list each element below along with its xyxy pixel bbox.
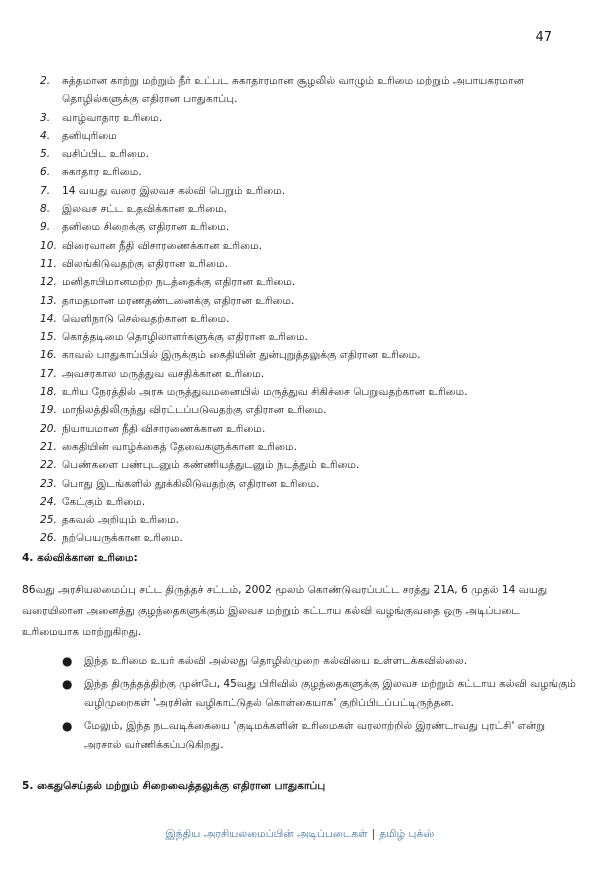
list-item — [40, 182, 565, 200]
page-number: 47 — [535, 30, 552, 45]
list-item — [40, 237, 565, 255]
list-item — [40, 365, 565, 383]
list-item — [40, 310, 565, 328]
list-item-text: தனியுரிமை — [62, 129, 117, 142]
bullet-list — [56, 652, 576, 759]
footer-separator: | — [371, 828, 376, 840]
section-heading-protection-against-arrest: 5. கைதுசெய்தல் மற்றும் சிறைவைத்தலுக்கு எதிரான பாதுகாப்பு — [22, 780, 326, 792]
list-item-text: 14 வயது வரை இலவச கல்வி பெறும் உரிமை. — [62, 184, 286, 197]
list-item — [40, 420, 565, 438]
list-item-text: மாநிலத்திலிருந்து விரட்டப்படுவதற்கு எதிரான உரிமை. — [62, 404, 327, 417]
list-item-text: சுத்தமான காற்று மற்றும் நீர் உட்பட சுகாதாரமான சூழலில் வாழும் உரிமை மற்றும் அபாயகரமான தொழில்களுக்கு எதிரான பாதுகாப்பு. — [62, 75, 524, 106]
list-item-number: 2. — [40, 75, 51, 87]
list-item-number: 14. — [40, 312, 57, 325]
bullet-text: இந்த திருத்தத்திற்கு முன்பே, 45வது பிரிவில் குழந்தைகளுக்கு இலவச மற்றும் கட்டாய கல்வி வழங்கும் வழிமுறைகள் 'அரசின் வழிகாட்டுதல் கொள்கையாக' குறிப்பிடப்பட்டிருந்தன. — [84, 678, 576, 709]
list-item-number: 3. — [40, 111, 51, 124]
list-item-number: 24. — [40, 495, 57, 508]
list-item — [40, 438, 565, 456]
list-item-number: 18. — [40, 386, 57, 399]
list-item-text: விரைவான நீதி விசாரணைக்கான உரிமை. — [62, 239, 263, 252]
bullet-item — [56, 717, 576, 755]
bullet-text: இந்த உரிமை உயர் கல்வி அல்லது தொழில்முறை கல்வியை உள்ளடக்கவில்லை. — [84, 655, 468, 667]
list-item-text: உரிய நேரத்தில் அரசு மருத்துவமனையில் மருத்துவ சிகிச்சை பெறுவதற்கான உரிமை. — [62, 386, 468, 399]
page-footer — [0, 828, 600, 841]
footer-publisher: தமிழ் புக்ஸ் — [379, 828, 435, 840]
list-item-text: வாழ்வாதார உரிமை. — [62, 111, 163, 124]
list-item-text: நியாயமான நீதி விசாரணைக்கான உரிமை. — [62, 422, 266, 435]
list-item — [40, 493, 565, 511]
list-item-number: 17. — [40, 367, 57, 380]
list-item-text: தனிமை சிறைக்கு எதிரான உரிமை. — [62, 221, 230, 234]
list-item-text: கொத்தடிமை தொழிலாளர்களுக்கு எதிரான உரிமை. — [62, 331, 308, 344]
list-item-number: 25. — [40, 514, 57, 527]
bullet-dot-icon: ● — [62, 719, 73, 733]
bullet-dot-icon: ● — [62, 654, 73, 668]
list-item-number: 10. — [40, 239, 57, 252]
list-item-number: 15. — [40, 331, 57, 344]
list-item-number: 12. — [40, 276, 57, 289]
list-item-number: 11. — [40, 257, 57, 270]
list-item — [40, 273, 565, 291]
section-heading-right-to-education: 4. கல்விக்கான உரிமை: — [22, 552, 138, 564]
list-item-number: 16. — [40, 349, 57, 362]
list-item-text: பெண்களை பண்புடனும் கண்ணியத்துடனும் நடத்தும் உரிமை. — [62, 459, 360, 472]
list-item-number: 9. — [40, 221, 51, 234]
list-item — [40, 475, 565, 493]
list-item-text: தகவல் அறியும் உரிமை. — [62, 514, 179, 527]
bullet-dot-icon: ● — [62, 677, 73, 691]
list-item-text: அவசரகால மருத்துவ வசதிக்கான உரிமை. — [62, 367, 265, 380]
list-item-text: நற்பெயருக்கான உரிமை. — [62, 532, 183, 545]
bullet-item — [56, 675, 576, 713]
list-item — [40, 163, 565, 181]
list-item-number: 20. — [40, 422, 57, 435]
list-item — [40, 145, 565, 163]
list-item — [40, 456, 565, 474]
list-item-number: 22. — [40, 459, 57, 472]
list-item — [40, 127, 565, 145]
rights-list — [40, 72, 565, 548]
list-item-text: வெளிநாடு செல்வதற்கான உரிமை. — [62, 312, 230, 325]
list-item-text: பொது இடங்களில் தூக்கிலிடுவதற்கு எதிரான உரிமை. — [62, 477, 320, 490]
list-item-number: 5. — [40, 148, 51, 161]
list-item-number: 23. — [40, 477, 57, 490]
footer-book-title: இந்திய அரசியலமைப்பின் அடிப்படைகள் — [165, 828, 368, 840]
list-item-text: விலங்கிடுவதற்கு எதிரான உரிமை. — [62, 257, 228, 270]
list-item-number: 7. — [40, 184, 51, 197]
list-item-number: 6. — [40, 166, 51, 179]
list-item-text: காவல் பாதுகாப்பில் இருக்கும் கைதியின் துன்புறுத்தலுக்கு எதிரான உரிமை. — [62, 349, 421, 362]
section-paragraph: 86வது அரசியலமைப்பு சட்ட திருத்தச் சட்டம், 2002 மூலம் கொண்டுவரப்பட்ட சரத்து 21A, 6 முதல் 14 வயது வரையிலான அனைத்து குழந்தைகளுக்கும் இலவச மற்றும் கட்டாய கல்வி வழங்குவதை ஒரு அடிப்படை உரிமையாக மாற்றுகிறது. — [22, 584, 548, 638]
list-item-text: வசிப்பிட உரிமை. — [62, 148, 149, 161]
list-item-text: சுகாதார உரிமை. — [62, 166, 142, 179]
list-item-number: 19. — [40, 404, 57, 417]
list-item — [40, 255, 565, 273]
list-item — [40, 401, 565, 419]
list-item-text: தாமதமான மரணதண்டனைக்கு எதிரான உரிமை. — [62, 294, 295, 307]
list-item — [40, 511, 565, 529]
list-item — [40, 72, 565, 109]
list-item-text: இலவச சட்ட உதவிக்கான உரிமை. — [62, 203, 228, 216]
list-item-text: கைதியின் வாழ்க்கைத் தேவைகளுக்கான உரிமை. — [62, 440, 297, 453]
list-item — [40, 292, 565, 310]
list-item-number: 4. — [40, 129, 51, 142]
list-item — [40, 218, 565, 236]
list-item-number: 26. — [40, 532, 57, 545]
bullet-text: மேலும், இந்த நடவடிக்கையை 'குடிமக்களின் உரிமைகள் வரலாற்றில் இரண்டாவது புரட்சி' என்று அரசால் வர்ணிக்கப்படுகிறது. — [84, 720, 546, 751]
list-item-number: 8. — [40, 203, 51, 216]
list-item-number: 21. — [40, 440, 57, 453]
list-item — [40, 346, 565, 364]
list-item — [40, 529, 565, 547]
list-item — [40, 328, 565, 346]
list-item-number: 13. — [40, 294, 57, 307]
bullet-item — [56, 652, 576, 671]
list-item — [40, 109, 565, 127]
list-item-text: கேட்கும் உரிமை. — [62, 495, 146, 508]
list-item-text: மனிதாபிமானமற்ற நடத்தைக்கு எதிரான உரிமை. — [62, 276, 296, 289]
list-item — [40, 383, 565, 401]
list-item — [40, 200, 565, 218]
